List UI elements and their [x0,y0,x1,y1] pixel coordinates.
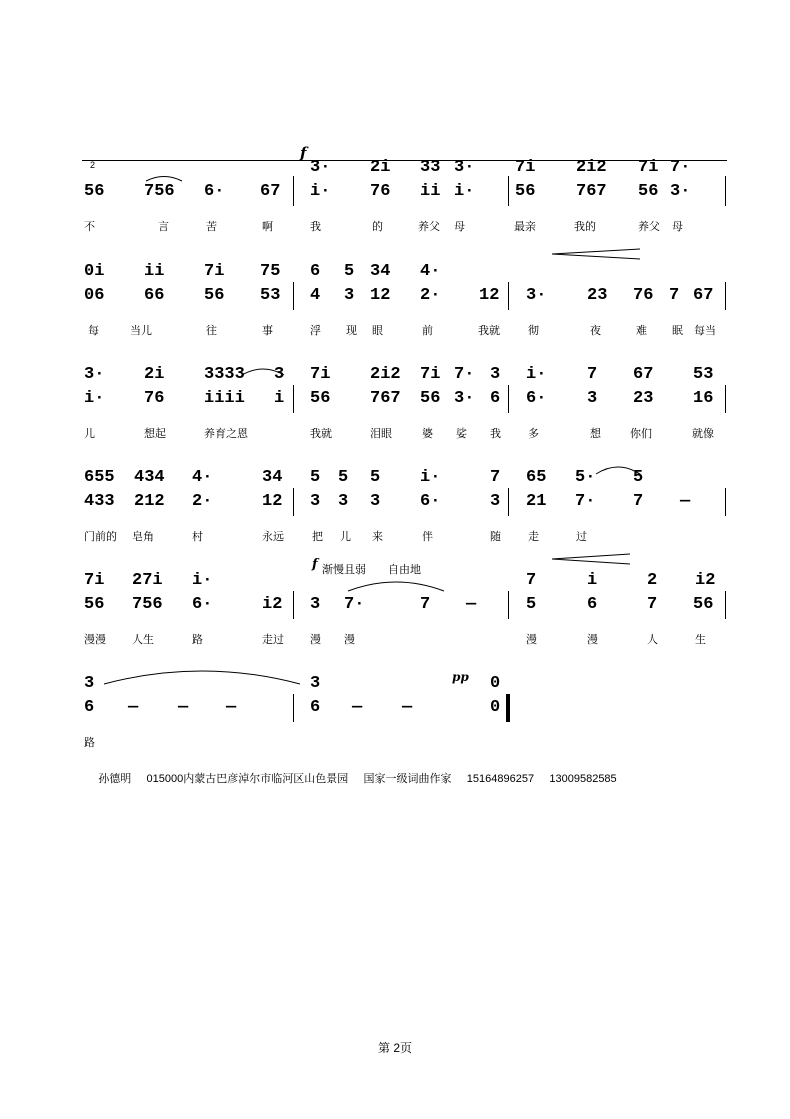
lyric: 我 [310,221,321,233]
lyric: 泪眼 [370,428,392,440]
lyric: 往 [206,325,217,337]
note: 7i [515,158,536,177]
lyric: 啊 [262,221,273,233]
note: 53 [260,286,281,305]
final-barline [506,694,510,722]
note: 23 [633,389,654,408]
author-address: 015000内蒙古巴彦淖尔市临河区山色景园 [146,773,349,785]
note: 2· [420,286,441,305]
lyric: 生 [695,634,706,646]
note: 7i [420,365,441,384]
note: 56 [420,389,441,408]
lyrics-row [82,427,732,449]
phone-1: 15164896257 [466,773,535,785]
note: 75 [260,262,281,281]
note: i· [526,365,547,384]
lyric: 多 [528,428,539,440]
note: 3 [310,492,321,511]
note: 6· [526,389,547,408]
note: i2 [262,595,283,614]
author-info [86,758,617,798]
note: 5 [526,595,537,614]
note: 33 [420,158,441,177]
grace-note: 2 [90,160,96,170]
note: 433 [84,492,115,511]
slur [144,174,184,182]
lyric: 眠 [672,325,683,337]
lower-voice [82,698,732,720]
lyrics-row [82,530,732,552]
note: 4 [310,286,321,305]
note: 34 [370,262,391,281]
dynamic-forte: f [312,557,318,572]
lyric: 我就 [478,325,500,337]
note: — [178,698,189,717]
note: 12 [479,286,500,305]
note: 76 [633,286,654,305]
note: i· [454,182,475,201]
note: 7 [669,286,680,305]
note: — [466,595,477,614]
lyric: 我 [490,428,501,440]
barline [725,176,726,206]
note: i2 [695,571,716,590]
phone-2: 13009582585 [549,773,617,785]
note: 66 [144,286,165,305]
lyric: 路 [192,634,203,646]
note: i [274,389,285,408]
note: 7· [575,492,596,511]
lyric: 每 [88,325,99,337]
barline [508,385,509,413]
note: 67 [633,365,654,384]
barline [293,591,294,619]
lyric: 眼 [372,325,383,337]
note: 7i [84,571,105,590]
upper-voice [82,365,732,387]
note: 6 [490,389,501,408]
lyric: 母 [454,221,465,233]
note: 56 [693,595,714,614]
lyric: 把 [312,531,323,543]
note: 3 [310,674,321,693]
slur [102,668,302,686]
lyric: 养育之恩 [204,428,248,440]
lyric: 想 [590,428,601,440]
note: 7 [526,571,537,590]
note: 2· [192,492,213,511]
lyric: 过 [576,531,587,543]
note: 7· [670,158,691,177]
note: 0 [490,698,501,717]
note: 3· [454,389,475,408]
note: 65 [526,468,547,487]
barline [293,694,294,722]
note: 3 [274,365,285,384]
note: 3· [84,365,105,384]
lyric: 每当 [694,325,716,337]
note: ii [420,182,441,201]
note: 56 [515,182,536,201]
lyric: 想起 [144,428,166,440]
note: — [352,698,363,717]
lyrics-row [82,736,732,758]
lyric: 我的 [574,221,596,233]
note: 34 [262,468,283,487]
note: 756 [132,595,163,614]
note: 7i [204,262,225,281]
note: 5 [633,468,644,487]
lyric: 的 [372,221,383,233]
lyric: 人生 [132,634,154,646]
decrescendo-mark [552,248,642,260]
note: — [128,698,139,717]
lyric: 彻 [528,325,539,337]
note: 6 [310,262,321,281]
lyric: 走 [528,531,539,543]
note: 6 [310,698,321,717]
tempo-marking: 渐慢且弱 [322,564,366,576]
freely-marking: 自由地 [388,564,421,576]
note: 56 [310,389,331,408]
lyrics-row [82,324,732,346]
lyric: 不 [84,221,95,233]
barline [508,282,509,310]
lyric: 婆 [422,428,433,440]
note: 12 [262,492,283,511]
barline [508,591,509,619]
note: 53 [693,365,714,384]
lyric: 来 [372,531,383,543]
note: 2i [370,158,391,177]
note: i· [310,182,331,201]
lyric: 最亲 [514,221,536,233]
note: — [680,492,691,511]
lyric: 前 [422,325,433,337]
lyric: 村 [192,531,203,543]
lyrics-row [82,633,732,655]
lyric: 走过 [262,634,284,646]
note: 5 [344,262,355,281]
page-number: 第 2页 [377,1041,412,1055]
barline [725,385,726,413]
slur [240,367,286,377]
note: 6 [84,698,95,717]
note: 5· [575,468,596,487]
note: 56 [204,286,225,305]
dynamic-pianissimo: pp [452,670,469,684]
lyric: 漫 [587,634,598,646]
lower-voice [82,286,732,308]
note: 5 [370,468,381,487]
note: 2i2 [370,365,401,384]
note: 7· [344,595,365,614]
note: 4· [192,468,213,487]
note: 3 [490,492,501,511]
lyric: 就像 [692,428,714,440]
note: 7· [454,365,475,384]
lyric: 现 [346,325,357,337]
note: 2 [647,571,658,590]
lyric: 养父 [638,221,660,233]
note: 3 [490,365,501,384]
note: 6· [192,595,213,614]
lower-voice [82,389,732,411]
lyric: 路 [84,737,95,749]
note: 5 [338,468,349,487]
lyric: 门前的 [84,531,117,543]
note: 6· [420,492,441,511]
barline [293,488,294,516]
note: 7i [638,158,659,177]
lower-voice [82,492,732,514]
barline [508,488,509,516]
barline [293,176,294,206]
lyrics-row [82,220,732,242]
note: — [402,698,413,717]
lyric: 永远 [262,531,284,543]
lyric: 我就 [310,428,332,440]
note: 3333 [204,365,245,384]
note: 3 [344,286,355,305]
note: i [587,571,598,590]
lyric: 母 [672,221,683,233]
note: 12 [370,286,391,305]
upper-voice [82,262,732,284]
crescendo-mark [552,553,632,565]
lyric: 皂角 [132,531,154,543]
note: 2i [144,365,165,384]
note: 56 [84,182,105,201]
lyric: 漫 [310,634,321,646]
lyric: 言 [158,221,169,233]
lyric: 夜 [590,325,601,337]
lower-voice [82,595,732,617]
note: 56 [638,182,659,201]
note: 0i [84,262,105,281]
lyric: 当儿 [130,325,152,337]
note: 3· [526,286,547,305]
author-name: 孙德明 [98,773,132,785]
barline [508,176,509,206]
lyric: 娑 [456,428,467,440]
note: 23 [587,286,608,305]
note: 7 [647,595,658,614]
note: 7i [310,365,331,384]
lyric: 儿 [84,428,95,440]
note: 655 [84,468,115,487]
author-title: 国家一级词曲作家 [363,773,452,785]
note: 3· [310,158,331,177]
barline [293,282,294,310]
note: 21 [526,492,547,511]
note: 7 [420,595,431,614]
note: i· [192,571,213,590]
note: ii [144,262,165,281]
note: 7 [633,492,644,511]
note: i· [84,389,105,408]
note: 3 [338,492,349,511]
lyric: 你们 [630,428,652,440]
lyric: 难 [636,325,647,337]
slur [594,464,642,476]
note: 3 [587,389,598,408]
note: 0 [490,674,501,693]
dynamic-forte: f [300,144,307,162]
lyric: 养父 [418,221,440,233]
note: 06 [84,286,105,305]
note: 76 [370,182,391,201]
lyric: 人 [647,634,658,646]
note: 76 [144,389,165,408]
note: 3· [670,182,691,201]
slur [346,577,446,593]
note: 6 [587,595,598,614]
note: 6· [204,182,225,201]
lower-voice [82,182,732,204]
lyric: 伴 [422,531,433,543]
note: 7 [490,468,501,487]
lyric: 浮 [310,325,321,337]
note: 16 [693,389,714,408]
note: 67 [260,182,281,201]
barline [293,385,294,413]
lyric: 苦 [206,221,217,233]
note: 7 [587,365,598,384]
note: 5 [310,468,321,487]
barline [725,488,726,516]
note: 27i [132,571,163,590]
lyric: 漫 [526,634,537,646]
lyric: 漫 [344,634,355,646]
lyric: 漫漫 [84,634,106,646]
note: — [226,698,237,717]
barline [725,591,726,619]
note: 3 [310,595,321,614]
note: 56 [84,595,105,614]
note: i· [420,468,441,487]
note: 4· [420,262,441,281]
note: 212 [134,492,165,511]
note: 767 [576,182,607,201]
note: 2i2 [576,158,607,177]
note: 756 [144,182,175,201]
note: 3 [370,492,381,511]
lyric: 儿 [340,531,351,543]
lyric: 随 [490,531,501,543]
note: iiii [204,389,245,408]
note: 67 [693,286,714,305]
note: 767 [370,389,401,408]
barline [725,282,726,310]
note: 3 [84,674,95,693]
lyric: 事 [262,325,273,337]
note: 3· [454,158,475,177]
note: 434 [134,468,165,487]
